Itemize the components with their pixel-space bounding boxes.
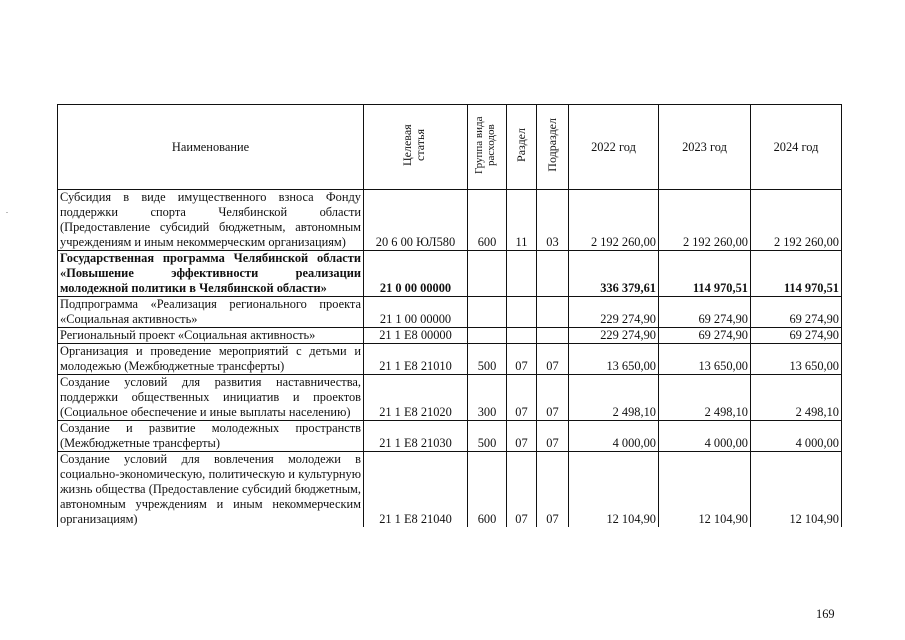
header-subsection-label: Подраздел xyxy=(545,118,559,172)
cell-target: 21 1 00 00000 xyxy=(364,297,468,328)
table-row xyxy=(58,190,842,251)
cell-y2023: 12 104,90 xyxy=(659,452,751,528)
cell-name: Создание условий для развития наставничества, поддержки общественных инициатив и проектов (Социальное обеспечение и иные выплаты населению) xyxy=(58,375,364,421)
cell-y2022: 229 274,90 xyxy=(569,297,659,328)
cell-target: 21 1 E8 21030 xyxy=(364,421,468,452)
cell-name: Субсидия в виде имущественного взноса Фонду поддержки спорта Челябинской области (Предоставление субсидий бюджетным, автономным учреждениям и иным некоммерческим организациям) xyxy=(58,190,364,251)
cell-subsection: 07 xyxy=(537,375,569,421)
header-group xyxy=(468,105,507,190)
cell-target: 21 1 E8 21040 xyxy=(364,452,468,528)
budget-table xyxy=(57,104,842,527)
cell-group: 300 xyxy=(468,375,507,421)
cell-y2024: 4 000,00 xyxy=(751,421,842,452)
cell-y2024: 69 274,90 xyxy=(751,328,842,344)
cell-subsection xyxy=(537,297,569,328)
cell-target: 21 1 E8 21010 xyxy=(364,344,468,375)
cell-name: Создание условий для вовлечения молодежи в социально-экономическую, политическую и культурную жизнь общества (Предоставление субсидий бюджетным, автономным учреждениям и иным некоммерческим организациям) xyxy=(58,452,364,528)
cell-name: Государственная программа Челябинской области «Повышение эффективности реализации молодежной политики в Челябинской области» xyxy=(58,251,364,297)
table-body xyxy=(58,190,842,528)
header-subsection xyxy=(537,105,569,190)
table-row xyxy=(58,375,842,421)
cell-y2023: 2 498,10 xyxy=(659,375,751,421)
cell-y2022: 13 650,00 xyxy=(569,344,659,375)
header-section-label: Раздел xyxy=(514,128,528,162)
cell-group xyxy=(468,328,507,344)
cell-y2024: 12 104,90 xyxy=(751,452,842,528)
cell-group: 600 xyxy=(468,190,507,251)
cell-y2024: 13 650,00 xyxy=(751,344,842,375)
cell-section xyxy=(507,328,537,344)
page-number: 169 xyxy=(816,607,835,621)
cell-subsection: 03 xyxy=(537,190,569,251)
cell-y2024: 2 192 260,00 xyxy=(751,190,842,251)
header-group-label: Группа вида расходов xyxy=(473,116,497,174)
cell-y2023: 13 650,00 xyxy=(659,344,751,375)
cell-target: 20 6 00 ЮЛ580 xyxy=(364,190,468,251)
table-row xyxy=(58,452,842,528)
table-row xyxy=(58,297,842,328)
cell-y2022: 12 104,90 xyxy=(569,452,659,528)
cell-target: 21 1 E8 21020 xyxy=(364,375,468,421)
cell-y2023: 4 000,00 xyxy=(659,421,751,452)
cell-section: 07 xyxy=(507,375,537,421)
cell-group: 500 xyxy=(468,421,507,452)
cell-y2023: 69 274,90 xyxy=(659,328,751,344)
cell-subsection: 07 xyxy=(537,452,569,528)
cell-y2024: 2 498,10 xyxy=(751,375,842,421)
cell-y2024: 69 274,90 xyxy=(751,297,842,328)
cell-subsection xyxy=(537,328,569,344)
cell-subsection: 07 xyxy=(537,344,569,375)
table-row xyxy=(58,251,842,297)
cell-y2023: 2 192 260,00 xyxy=(659,190,751,251)
cell-name: Подпрограмма «Реализация регионального проекта «Социальная активность» xyxy=(58,297,364,328)
cell-section xyxy=(507,297,537,328)
header-2024: 2024 год xyxy=(751,105,842,190)
cell-name: Создание и развитие молодежных пространств (Межбюджетные трансферты) xyxy=(58,421,364,452)
cell-y2022: 2 192 260,00 xyxy=(569,190,659,251)
table-row xyxy=(58,344,842,375)
cell-target: 21 1 E8 00000 xyxy=(364,328,468,344)
cell-subsection xyxy=(537,251,569,297)
header-2023: 2023 год xyxy=(659,105,751,190)
cell-section xyxy=(507,251,537,297)
cell-group xyxy=(468,251,507,297)
header-name: Наименование xyxy=(58,105,364,190)
cell-subsection: 07 xyxy=(537,421,569,452)
cell-y2022: 229 274,90 xyxy=(569,328,659,344)
header-target-label: Целевая статья xyxy=(399,124,427,166)
cell-section: 07 xyxy=(507,344,537,375)
cell-y2022: 336 379,61 xyxy=(569,251,659,297)
cell-group: 500 xyxy=(468,344,507,375)
scan-artifact xyxy=(6,212,8,213)
cell-y2022: 2 498,10 xyxy=(569,375,659,421)
cell-section: 07 xyxy=(507,452,537,528)
cell-y2022: 4 000,00 xyxy=(569,421,659,452)
header-section xyxy=(507,105,537,190)
header-2022: 2022 год xyxy=(569,105,659,190)
cell-y2023: 69 274,90 xyxy=(659,297,751,328)
header-target xyxy=(364,105,468,190)
cell-target: 21 0 00 00000 xyxy=(364,251,468,297)
cell-y2023: 114 970,51 xyxy=(659,251,751,297)
cell-section: 11 xyxy=(507,190,537,251)
table-row xyxy=(58,328,842,344)
cell-y2024: 114 970,51 xyxy=(751,251,842,297)
cell-section: 07 xyxy=(507,421,537,452)
table-row xyxy=(58,421,842,452)
cell-name: Региональный проект «Социальная активность» xyxy=(58,328,364,344)
cell-group: 600 xyxy=(468,452,507,528)
cell-name: Организация и проведение мероприятий с детьми и молодежью (Межбюджетные трансферты) xyxy=(58,344,364,375)
cell-group xyxy=(468,297,507,328)
table-header xyxy=(58,105,842,190)
